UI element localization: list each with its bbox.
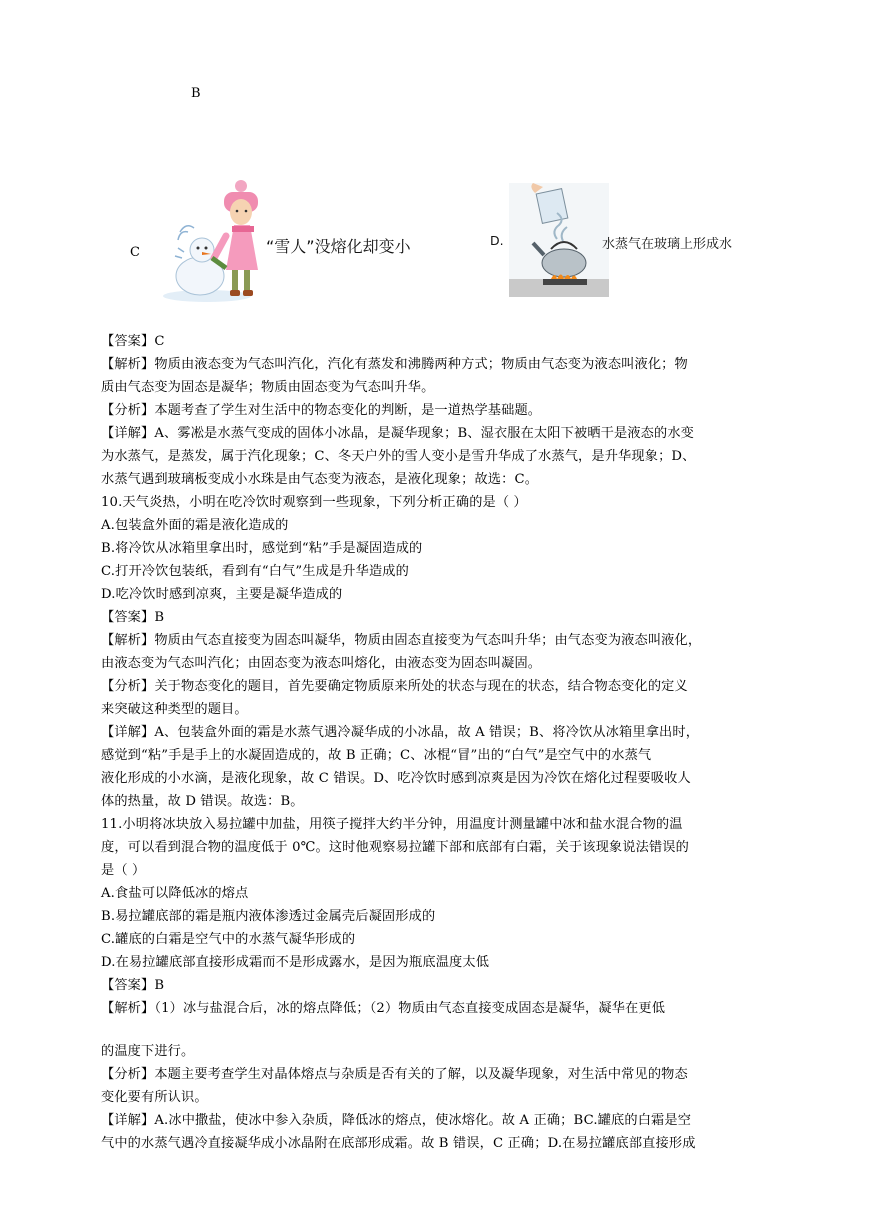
q10-option-c: C.打开冷饮包装纸，看到有“白气”生成是升华造成的 xyxy=(101,564,409,579)
option-d-label: D. xyxy=(490,233,504,248)
q11-option-c: C.罐底的白霜是空气中的水蒸气凝华形成的 xyxy=(101,932,356,947)
q9-detail-line-2: 为水蒸气，是蒸发，属于汽化现象；C、冬天户外的雪人变小是雪升华成了水蒸气，是升华现象；D、 xyxy=(101,449,696,464)
q9-detail-line-3: 水蒸气遇到玻璃板变成小水珠是由气态变为液态，是液化现象；故选：C。 xyxy=(101,472,539,487)
q10-detail-line-2: 感觉到“粘”手是手上的水凝固造成的，故 B 正确；C、冰棍“冒”出的“白气”是空气中的水蒸气 xyxy=(101,748,652,763)
snowman-illustration xyxy=(162,178,422,306)
q10-answer: 【答案】B xyxy=(101,610,165,625)
q11-detail-line-2: 气中的水蒸气遇冷直接凝华成小冰晶附在底部形成霜。故 B 错误，C 正确；D.在易拉罐底部直接形成 xyxy=(101,1136,696,1151)
q9-summary: 【分析】本题考查了学生对生活中的物态变化的判断，是一道热学基础题。 xyxy=(101,403,542,418)
option-b-label: B xyxy=(191,86,201,101)
q10-detail-line-4: 体的热量，故 D 错误。故选：B。 xyxy=(101,794,304,809)
kettle-steam-picture xyxy=(509,183,609,297)
caption-c: “雪人”没熔化却变小 xyxy=(266,237,411,256)
q11-option-d: D.在易拉罐底部直接形成霜而不是形成露水，是因为瓶底温度太低 xyxy=(101,955,490,970)
q10-analysis-line-2: 由液态变为气态叫汽化；由固态变为液态叫熔化，由液态变为固态叫凝固。 xyxy=(101,656,542,671)
q10-option-a: A.包装盒外面的霜是液化造成的 xyxy=(101,518,289,533)
q10-option-d: D.吃冷饮时感到凉爽，主要是凝华造成的 xyxy=(101,587,343,602)
q9-analysis-line-1: 【解析】物质由液态变为气态叫汽化，汽化有蒸发和沸腾两种方式；物质由气态变为液态叫液化；物 xyxy=(101,357,688,372)
q10-summary-line-1: 【分析】关于物态变化的题目，首先要确定物质原来所处的状态与现在的状态，结合物态变化的定义 xyxy=(101,679,688,694)
kettle-illustration xyxy=(490,183,779,297)
q11-answer: 【答案】B xyxy=(101,978,165,993)
q9-answer: 【答案】C xyxy=(101,334,165,349)
q10-analysis-line-1: 【解析】物质由气态直接变为固态叫凝华，物质由固态直接变为气态叫升华；由气态变为液态叫液化， xyxy=(101,633,702,648)
q10-detail-line-3: 液化形成的小水滴，是液化现象，故 C 错误。D、吃冷饮时感到凉爽是因为冷饮在熔化过程要吸收人 xyxy=(101,771,691,786)
q11-summary-line-1: 【分析】本题主要考查学生对晶体熔点与杂质是否有关的了解，以及凝华现象，对生活中常见的物态 xyxy=(101,1067,688,1082)
caption-d: 水蒸气在玻璃上形成水 xyxy=(602,237,733,252)
q10-option-b: B.将冷饮从冰箱里拿出时，感觉到“粘”手是凝固造成的 xyxy=(101,541,423,556)
q11-analysis-line-2: 的温度下进行。 xyxy=(101,1044,195,1059)
q10-detail-line-1: 【详解】A、包装盒外面的霜是水蒸气遇冷凝华成的小冰晶，故 A 错误；B、将冷饮从冰箱里拿出时， xyxy=(101,725,700,740)
q11-stem-line-3: 是（ ） xyxy=(101,863,146,878)
option-c-label: C xyxy=(130,245,140,260)
q11-summary-line-2: 变化要有所认识。 xyxy=(101,1090,208,1105)
q11-detail-line-1: 【详解】A.冰中撒盐，使冰中参入杂质，降低冰的熔点，使冰熔化。故 A 正确；BC.罐底的白霜是空 xyxy=(101,1113,692,1128)
q9-analysis-line-2: 质由气态变为固态是凝华；物质由固态变为气态叫升华。 xyxy=(101,380,435,395)
q11-stem-line-1: 11.小明将冰块放入易拉罐中加盐，用筷子搅拌大约半分钟，用温度计测量罐中冰和盐水混合物的温 xyxy=(101,817,683,832)
q11-analysis-line-1: 【解析】（1）冰与盐混合后，冰的熔点降低；（2）物质由气态直接变成固态是凝华，凝华在更低 xyxy=(101,1001,666,1016)
q10-summary-line-2: 来突破这种类型的题目。 xyxy=(101,702,248,717)
q11-option-b: B.易拉罐底部的霜是瓶内液体渗透过金属壳后凝固形成的 xyxy=(101,909,436,924)
q9-detail-line-1: 【详解】A、雾凇是水蒸气变成的固体小冰晶，是凝华现象；B、湿衣服在太阳下被晒干是液态的水变 xyxy=(101,426,695,441)
q11-stem-line-2: 度，可以看到混合物的温度低于 0℃。这时他观察易拉罐下部和底部有白霜，关于该现象说法错误的 xyxy=(101,840,689,855)
q10-stem: 10.天气炎热，小明在吃冷饮时观察到一些现象，下列分析正确的是（ ） xyxy=(101,495,527,510)
q11-option-a: A.食盐可以降低冰的熔点 xyxy=(101,886,249,901)
